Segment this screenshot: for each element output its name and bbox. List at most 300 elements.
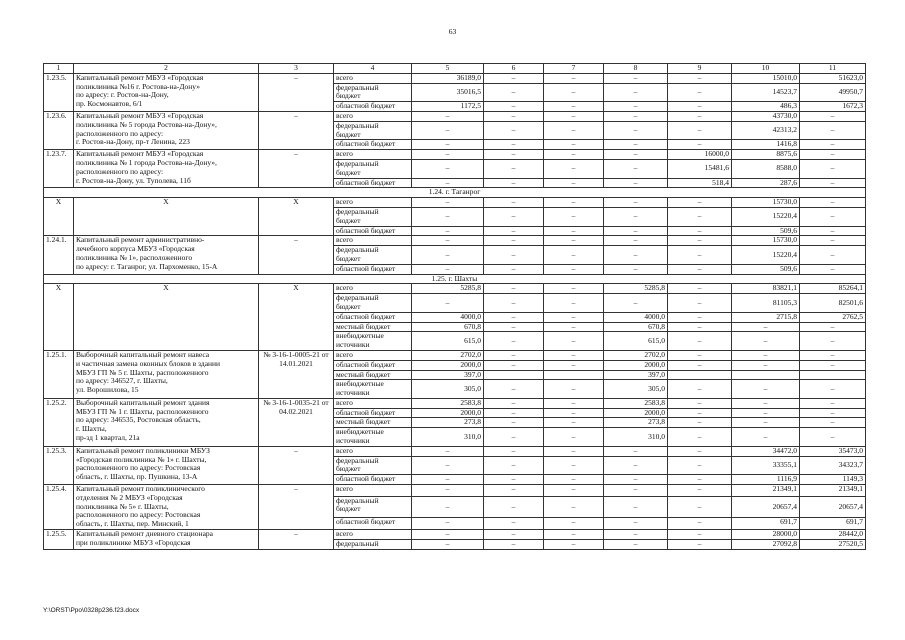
value-col-11: – xyxy=(800,150,866,160)
funding-source xyxy=(334,485,412,497)
value-col-10: 15730,0 xyxy=(732,198,800,208)
cell-line: федеральный xyxy=(336,539,379,548)
value-col-5: – xyxy=(412,539,484,549)
value-col-10: 20657,4 xyxy=(732,496,800,518)
value-col-9: – xyxy=(668,418,732,428)
value-col-11: 27520,5 xyxy=(800,539,866,549)
value-col-7: – xyxy=(544,246,604,265)
cell-line: поликлиника № 1 города Ростова-на-Дону», xyxy=(76,157,217,167)
value-col-7: – xyxy=(544,284,604,294)
value-col-11: 34323,7 xyxy=(800,456,866,475)
item-number: 1.25.4. xyxy=(44,485,74,530)
cell-line: Выборочный капитальный ремонт навеса xyxy=(76,350,210,359)
value-col-9: – xyxy=(668,83,732,102)
cell-line: бюджет xyxy=(336,129,361,139)
cell-line: поликлиника № 5» г. Шахты, xyxy=(76,501,169,511)
funding-source xyxy=(334,121,412,140)
funding-source xyxy=(334,73,412,83)
cell-line: Капитальный ремонт дневного стационара xyxy=(76,529,213,539)
value-col-10: 691,7 xyxy=(732,518,800,530)
value-col-7: – xyxy=(544,485,604,497)
value-col-7: – xyxy=(544,207,604,226)
cell-line: поликлиника №16 г. Ростова-на-Дону» xyxy=(76,81,200,91)
item-document: – xyxy=(259,111,334,149)
value-col-7: – xyxy=(544,83,604,102)
funding-source xyxy=(334,198,412,208)
funding-source xyxy=(334,284,412,294)
table-row xyxy=(44,350,866,360)
column-number-8: 8 xyxy=(604,64,668,74)
cell-line: всего xyxy=(336,446,353,455)
cell-line: всего xyxy=(336,149,353,159)
value-col-6: – xyxy=(484,264,544,274)
cell-line: источники xyxy=(336,340,370,350)
value-col-8: – xyxy=(604,198,668,208)
value-col-9: – xyxy=(668,539,732,549)
value-col-5: – xyxy=(412,496,484,518)
item-number: Х xyxy=(44,198,74,236)
value-col-5: – xyxy=(412,226,484,236)
value-col-7: – xyxy=(544,178,604,188)
value-col-9: 16000,0 xyxy=(668,150,732,160)
value-col-8: 615,0 xyxy=(604,332,668,351)
funding-source xyxy=(334,446,412,456)
value-col-5: 4000,0 xyxy=(412,312,484,322)
value-col-9: – xyxy=(668,284,732,294)
value-col-6: – xyxy=(484,83,544,102)
value-col-5: – xyxy=(412,236,484,246)
value-col-11: – xyxy=(800,398,866,408)
value-col-9: – xyxy=(668,312,732,322)
item-number: Х xyxy=(44,284,74,351)
funding-source xyxy=(334,539,412,549)
value-col-9: – xyxy=(668,294,732,313)
value-col-6: – xyxy=(484,380,544,399)
cell-line: бюджет xyxy=(336,464,361,474)
value-col-7: – xyxy=(544,360,604,370)
value-col-6: – xyxy=(484,178,544,188)
cell-line: федеральный xyxy=(336,496,379,505)
value-col-10: 28000,0 xyxy=(732,530,800,540)
table-row xyxy=(44,530,866,540)
cell-line: Х xyxy=(163,283,169,293)
value-col-11: – xyxy=(800,246,866,265)
column-number-9: 9 xyxy=(668,64,732,74)
funding-source xyxy=(334,360,412,370)
value-col-7: – xyxy=(544,121,604,140)
cell-line: пр. Космонавтов, 6/1 xyxy=(76,99,143,109)
value-col-10: – xyxy=(732,332,800,351)
value-col-5: 273,8 xyxy=(412,418,484,428)
table-row xyxy=(44,236,866,246)
value-col-9: 518,4 xyxy=(668,178,732,188)
value-col-10: 15220,4 xyxy=(732,207,800,226)
value-col-8: – xyxy=(604,446,668,456)
value-col-8: – xyxy=(604,178,668,188)
value-col-8: 305,0 xyxy=(604,380,668,399)
cell-line: федеральный xyxy=(336,159,379,168)
cell-line: г. Шахты, xyxy=(76,424,107,434)
value-col-8: 310,0 xyxy=(604,428,668,447)
value-col-6: – xyxy=(484,408,544,418)
value-col-6: – xyxy=(484,350,544,360)
funding-source xyxy=(334,312,412,322)
value-col-6: – xyxy=(484,226,544,236)
funding-source xyxy=(334,102,412,112)
cell-line: всего xyxy=(336,235,353,245)
budget-table xyxy=(43,63,866,550)
value-col-8: – xyxy=(604,539,668,549)
value-col-9: – xyxy=(668,246,732,265)
value-col-9: – xyxy=(668,496,732,518)
value-col-11: – xyxy=(800,332,866,351)
value-col-7: – xyxy=(544,332,604,351)
value-col-9: – xyxy=(668,398,732,408)
table-row xyxy=(44,398,866,408)
value-col-6: – xyxy=(484,111,544,121)
value-col-6: – xyxy=(484,102,544,112)
value-col-11: – xyxy=(800,178,866,188)
cell-line: г. Ростов-на-Дону, ул. Туполева, 11б xyxy=(76,175,191,185)
value-col-7: – xyxy=(544,198,604,208)
value-col-5: 310,0 xyxy=(412,428,484,447)
cell-line: отделения № 2 МБУЗ «Городская xyxy=(76,492,183,502)
item-name xyxy=(74,398,259,446)
item-number: 1.25.3. xyxy=(44,446,74,484)
value-col-8: – xyxy=(604,264,668,274)
value-col-7: – xyxy=(544,418,604,428)
cell-line: Капитальный ремонт административно- xyxy=(76,235,205,245)
value-col-5: 2702,0 xyxy=(412,350,484,360)
table-row xyxy=(44,198,866,208)
value-col-10: 34472,0 xyxy=(732,446,800,456)
item-document: – xyxy=(259,150,334,188)
value-col-8: – xyxy=(604,83,668,102)
item-number: 1.25.2. xyxy=(44,398,74,446)
cell-line: областной бюджет xyxy=(336,474,396,484)
value-col-10: 42313,2 xyxy=(732,121,800,140)
item-number: 1.23.5. xyxy=(44,73,74,111)
cell-line: областной бюджет xyxy=(336,517,396,527)
value-col-11: – xyxy=(800,380,866,399)
value-col-10: 14523,7 xyxy=(732,83,800,102)
column-number-2: 2 xyxy=(74,64,259,74)
value-col-5: – xyxy=(412,207,484,226)
column-number-3: 3 xyxy=(259,64,334,74)
value-col-5: 2000,0 xyxy=(412,408,484,418)
value-col-5: 305,0 xyxy=(412,380,484,399)
item-document: Х xyxy=(259,198,334,236)
cell-line: всего xyxy=(336,398,353,407)
cell-line: Капитальный ремонт поликлиники МБУЗ xyxy=(76,446,210,455)
funding-source xyxy=(334,428,412,447)
value-col-11: – xyxy=(800,198,866,208)
value-col-11 xyxy=(800,370,866,380)
value-col-10: 15010,0 xyxy=(732,73,800,83)
funding-source xyxy=(334,530,412,540)
header-row xyxy=(44,64,866,74)
value-col-8: – xyxy=(604,111,668,121)
value-col-7: – xyxy=(544,73,604,83)
value-col-9: – xyxy=(668,198,732,208)
value-col-9: – xyxy=(668,446,732,456)
value-col-6: – xyxy=(484,150,544,160)
value-col-8: – xyxy=(604,530,668,540)
funding-source xyxy=(334,246,412,265)
cell-line: «Городская поликлиника № 1» г. Шахты, xyxy=(76,454,207,464)
funding-source xyxy=(334,380,412,399)
value-col-8: – xyxy=(604,207,668,226)
cell-line: областной бюджет xyxy=(336,312,396,321)
item-document: Х xyxy=(259,284,334,351)
value-col-10: 81105,3 xyxy=(732,294,800,313)
table-row xyxy=(44,284,866,294)
value-col-5: 615,0 xyxy=(412,332,484,351)
value-col-9: – xyxy=(668,236,732,246)
value-col-10: 21349,1 xyxy=(732,485,800,497)
item-document: – xyxy=(259,73,334,111)
value-col-10: 1116,9 xyxy=(732,475,800,485)
cell-line: всего xyxy=(336,484,353,494)
value-col-7: – xyxy=(544,350,604,360)
funding-source xyxy=(334,332,412,351)
value-col-6: – xyxy=(484,140,544,150)
value-col-9: – xyxy=(668,73,732,83)
value-col-9: – xyxy=(668,226,732,236)
cell-line: по адресу: г. Ростов-на-Дону, xyxy=(76,90,169,100)
cell-line: всего xyxy=(336,197,353,207)
value-col-9: – xyxy=(668,140,732,150)
value-col-11: – xyxy=(800,121,866,140)
value-col-9: – xyxy=(668,360,732,370)
value-col-10: 15220,4 xyxy=(732,246,800,265)
value-col-9: – xyxy=(668,530,732,540)
value-col-8: – xyxy=(604,73,668,83)
column-number-11: 11 xyxy=(800,64,866,74)
value-col-8: 5285,8 xyxy=(604,284,668,294)
value-col-11: 1672,3 xyxy=(800,102,866,112)
value-col-5: 5285,8 xyxy=(412,284,484,294)
cell-line: поликлиника № 5 города Ростова-на-Дону», xyxy=(76,119,217,129)
value-col-11: 85264,1 xyxy=(800,284,866,294)
value-col-11: 49950,7 xyxy=(800,83,866,102)
value-col-10: – xyxy=(732,428,800,447)
value-col-7: – xyxy=(544,408,604,418)
value-col-11: – xyxy=(800,236,866,246)
value-col-5: – xyxy=(412,485,484,497)
value-col-11: 20657,4 xyxy=(800,496,866,518)
cell-line: местный бюджет xyxy=(336,370,391,379)
cell-line: и частичная замена оконных блоков в здании xyxy=(76,358,221,368)
funding-source xyxy=(334,456,412,475)
column-number-10: 10 xyxy=(732,64,800,74)
funding-source xyxy=(334,140,412,150)
value-col-10: 83821,1 xyxy=(732,284,800,294)
cell-line: при поликлинике МБУЗ «Городская xyxy=(76,537,191,547)
cell-line: по адресу: 346535, Ростовская область, xyxy=(76,415,201,425)
value-col-6: – xyxy=(484,207,544,226)
cell-line: бюджет xyxy=(336,301,361,311)
item-name xyxy=(74,350,259,398)
value-col-7: – xyxy=(544,236,604,246)
value-col-6: – xyxy=(484,198,544,208)
section-heading: 1.24. г. Таганрог xyxy=(44,188,866,198)
value-col-8: – xyxy=(604,456,668,475)
cell-line: Х xyxy=(163,197,169,207)
value-col-9: – xyxy=(668,102,732,112)
value-col-5: 670,8 xyxy=(412,322,484,332)
budget-table-container xyxy=(43,63,865,550)
item-number: 1.25.5. xyxy=(44,530,74,550)
value-col-8: 2000,0 xyxy=(604,408,668,418)
cell-line: ул. Ворошилова, 15 xyxy=(76,385,139,395)
value-col-9: – xyxy=(668,380,732,399)
value-col-10: – xyxy=(732,418,800,428)
value-col-10: 509,6 xyxy=(732,264,800,274)
value-col-5: 36189,0 xyxy=(412,73,484,83)
value-col-6: – xyxy=(484,428,544,447)
cell-line: областной бюджет xyxy=(336,226,396,235)
cell-line: всего xyxy=(336,73,353,82)
value-col-5: – xyxy=(412,475,484,485)
value-col-7: – xyxy=(544,140,604,150)
value-col-8: – xyxy=(604,159,668,178)
funding-source xyxy=(334,518,412,530)
item-name xyxy=(74,236,259,274)
value-col-11: 2762,5 xyxy=(800,312,866,322)
value-col-5: – xyxy=(412,246,484,265)
value-col-8: – xyxy=(604,475,668,485)
value-col-9: – xyxy=(668,207,732,226)
value-col-8: – xyxy=(604,518,668,530)
cell-line: областной бюджет xyxy=(336,101,396,111)
funding-source xyxy=(334,159,412,178)
item-number: 1.23.7. xyxy=(44,150,74,188)
table-row xyxy=(44,446,866,456)
value-col-5: – xyxy=(412,198,484,208)
value-col-11: 35473,0 xyxy=(800,446,866,456)
funding-source xyxy=(334,226,412,236)
value-col-11: 1149,3 xyxy=(800,475,866,485)
item-document: – xyxy=(259,485,334,530)
item-document: – xyxy=(259,446,334,484)
value-col-11: 28442,0 xyxy=(800,530,866,540)
value-col-6: – xyxy=(484,539,544,549)
value-col-10: – xyxy=(732,360,800,370)
value-col-11: – xyxy=(800,350,866,360)
cell-line: бюджет xyxy=(336,215,361,225)
value-col-8: – xyxy=(604,150,668,160)
value-col-10: 15730,0 xyxy=(732,236,800,246)
value-col-11: – xyxy=(800,140,866,150)
value-col-6: – xyxy=(484,475,544,485)
cell-line: пр-зд 1 квартал, 21а xyxy=(76,433,140,443)
value-col-10: 8875,6 xyxy=(732,150,800,160)
table-row xyxy=(44,73,866,83)
cell-line: всего xyxy=(336,350,353,359)
value-col-8: 2000,0 xyxy=(604,360,668,370)
value-col-10: – xyxy=(732,322,800,332)
value-col-11: – xyxy=(800,418,866,428)
cell-line: лечебного корпуса МБУЗ «Городская xyxy=(76,244,195,254)
value-col-9: – xyxy=(668,332,732,351)
value-col-7: – xyxy=(544,428,604,447)
funding-source xyxy=(334,408,412,418)
column-number-7: 7 xyxy=(544,64,604,74)
value-col-9: – xyxy=(668,475,732,485)
value-col-8: – xyxy=(604,294,668,313)
value-col-6: – xyxy=(484,236,544,246)
value-col-5: 1172,5 xyxy=(412,102,484,112)
value-col-7: – xyxy=(544,102,604,112)
page-number: 63 xyxy=(448,27,457,36)
value-col-7: – xyxy=(544,380,604,399)
value-col-6: – xyxy=(484,418,544,428)
value-col-11: 51623,0 xyxy=(800,73,866,83)
value-col-10 xyxy=(732,370,800,380)
item-name xyxy=(74,530,259,550)
value-col-9 xyxy=(668,370,732,380)
cell-line: по адресу: г. Таганрог, ул. Пархоменко, 15-А xyxy=(76,261,218,271)
value-col-9: – xyxy=(668,264,732,274)
value-col-6: – xyxy=(484,496,544,518)
value-col-11: – xyxy=(800,264,866,274)
cell-line: МБУЗ ГП № 5 г. Шахты, расположенного xyxy=(76,367,209,377)
value-col-8: – xyxy=(604,102,668,112)
funding-source xyxy=(334,398,412,408)
value-col-9: – xyxy=(668,111,732,121)
funding-source xyxy=(334,370,412,380)
cell-line: Выборочный капитальный ремонт здания xyxy=(76,398,210,407)
value-col-8: – xyxy=(604,121,668,140)
value-col-6: – xyxy=(484,456,544,475)
value-col-6: – xyxy=(484,485,544,497)
value-col-6: – xyxy=(484,398,544,408)
section-heading-row xyxy=(44,188,866,198)
value-col-7: – xyxy=(544,312,604,322)
value-col-11: – xyxy=(800,360,866,370)
column-number-6: 6 xyxy=(484,64,544,74)
value-col-7: – xyxy=(544,530,604,540)
value-col-8: – xyxy=(604,226,668,236)
item-name xyxy=(74,198,259,236)
value-col-8: 2702,0 xyxy=(604,350,668,360)
funding-source xyxy=(334,475,412,485)
cell-line: внебюджетные xyxy=(336,331,384,341)
value-col-10: – xyxy=(732,380,800,399)
item-name xyxy=(74,284,259,351)
value-col-8: – xyxy=(604,485,668,497)
value-col-8: 273,8 xyxy=(604,418,668,428)
value-col-8: 397,0 xyxy=(604,370,668,380)
value-col-11: – xyxy=(800,111,866,121)
cell-line: бюджет xyxy=(336,504,361,514)
value-col-11: – xyxy=(800,428,866,447)
value-col-9: – xyxy=(668,428,732,447)
funding-source xyxy=(334,496,412,518)
value-col-6: – xyxy=(484,518,544,530)
value-col-6: – xyxy=(484,294,544,313)
cell-line: область, г. Шахты, пер. Минский, 1 xyxy=(76,519,189,529)
value-col-11: – xyxy=(800,159,866,178)
value-col-7: – xyxy=(544,539,604,549)
cell-line: областной бюджет xyxy=(336,139,396,149)
cell-line: МБУЗ ГП № 1 г. Шахты, расположенного xyxy=(76,406,209,416)
cell-line: источники xyxy=(336,436,370,446)
value-col-7: – xyxy=(544,496,604,518)
value-col-10: 27092,8 xyxy=(732,539,800,549)
cell-line: федеральный xyxy=(336,207,379,216)
